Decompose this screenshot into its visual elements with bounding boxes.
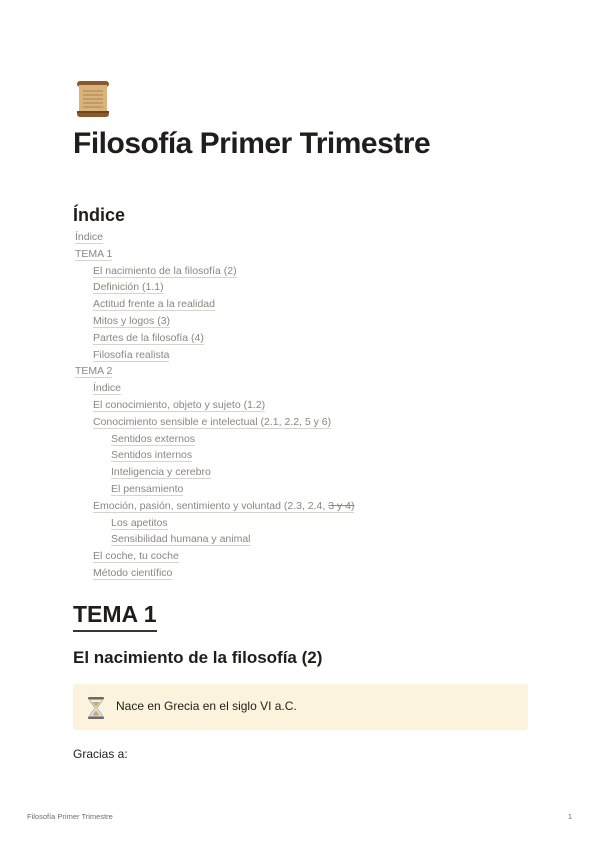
toc-link-label: Sensibilidad humana y animal — [111, 533, 251, 546]
toc-link[interactable] — [73, 515, 528, 532]
toc-link-label: El conocimiento, objeto y sujeto (1.2) — [93, 398, 266, 411]
toc-link[interactable] — [73, 481, 528, 498]
toc-link[interactable] — [73, 464, 528, 481]
toc-link[interactable] — [73, 296, 528, 313]
toc-link[interactable] — [73, 414, 528, 431]
paragraph: Gracias a: — [73, 747, 128, 761]
toc-link[interactable] — [73, 347, 528, 364]
toc-link-label: El coche, tu coche — [93, 550, 179, 563]
toc-link-strikethrough: 3 y 4) — [328, 499, 355, 512]
toc-link-label: Sentidos externos — [111, 432, 196, 445]
footer-page-number: 1 — [567, 812, 572, 821]
section-subheading: El nacimiento de la filosofía (2) — [73, 648, 323, 667]
toc-link-label: Partes de la filosofía (4) — [93, 331, 204, 344]
callout-text: Nace en Grecia en el siglo VI a.C. — [116, 699, 297, 713]
toc-link-label: Índice — [93, 382, 122, 395]
toc-link[interactable] — [73, 531, 528, 548]
toc-link[interactable] — [73, 431, 528, 448]
toc-link-label: Método científico — [93, 566, 173, 579]
footer-title: Filosofía Primer Trimestre — [27, 812, 113, 821]
toc-link-label: Actitud frente a la realidad — [93, 298, 215, 311]
toc-link-label: Inteligencia y cerebro — [111, 466, 211, 479]
toc-link-label: El nacimiento de la filosofía (2) — [93, 264, 237, 277]
toc-link-label: Conocimiento sensible e intelectual (2.1, 2.2, 5 y 6) — [93, 415, 332, 428]
toc-link-label: El pensamiento — [111, 482, 184, 495]
toc-link-label: Definición (1.1) — [93, 281, 164, 294]
toc-link[interactable] — [73, 363, 528, 380]
toc-link[interactable] — [73, 548, 528, 565]
toc-link[interactable] — [73, 565, 528, 582]
toc-link-label: Los apetitos — [111, 516, 168, 529]
toc-link[interactable] — [73, 447, 528, 464]
section-heading: TEMA 1 — [73, 601, 157, 632]
page-title: Filosofía Primer Trimestre — [73, 127, 431, 160]
hourglass-icon — [87, 697, 105, 719]
toc-heading: Índice — [73, 205, 126, 225]
toc-link[interactable] — [73, 246, 528, 263]
toc-link-label: Índice — [75, 231, 104, 243]
toc-link-label: Emoción, pasión, sentimiento y voluntad (2.3, 2.4, — [93, 499, 329, 512]
toc-link[interactable] — [73, 229, 528, 246]
toc-link-label: TEMA 2 — [75, 365, 113, 378]
toc-link[interactable] — [73, 313, 528, 330]
toc-link[interactable] — [73, 330, 528, 347]
toc-link[interactable] — [73, 380, 528, 397]
toc-link[interactable] — [73, 397, 528, 414]
toc-link-label: TEMA 1 — [75, 247, 113, 260]
toc-link[interactable] — [73, 279, 528, 296]
scroll-icon — [73, 78, 113, 120]
toc-link-label: Sentidos internos — [111, 449, 193, 462]
callout-block — [73, 684, 528, 730]
toc-link[interactable] — [73, 498, 528, 515]
table-of-contents — [73, 229, 528, 582]
toc-link-label: Filosofía realista — [93, 348, 170, 361]
toc-link-label: Mitos y logos (3) — [93, 314, 171, 327]
toc-link[interactable] — [73, 263, 528, 280]
